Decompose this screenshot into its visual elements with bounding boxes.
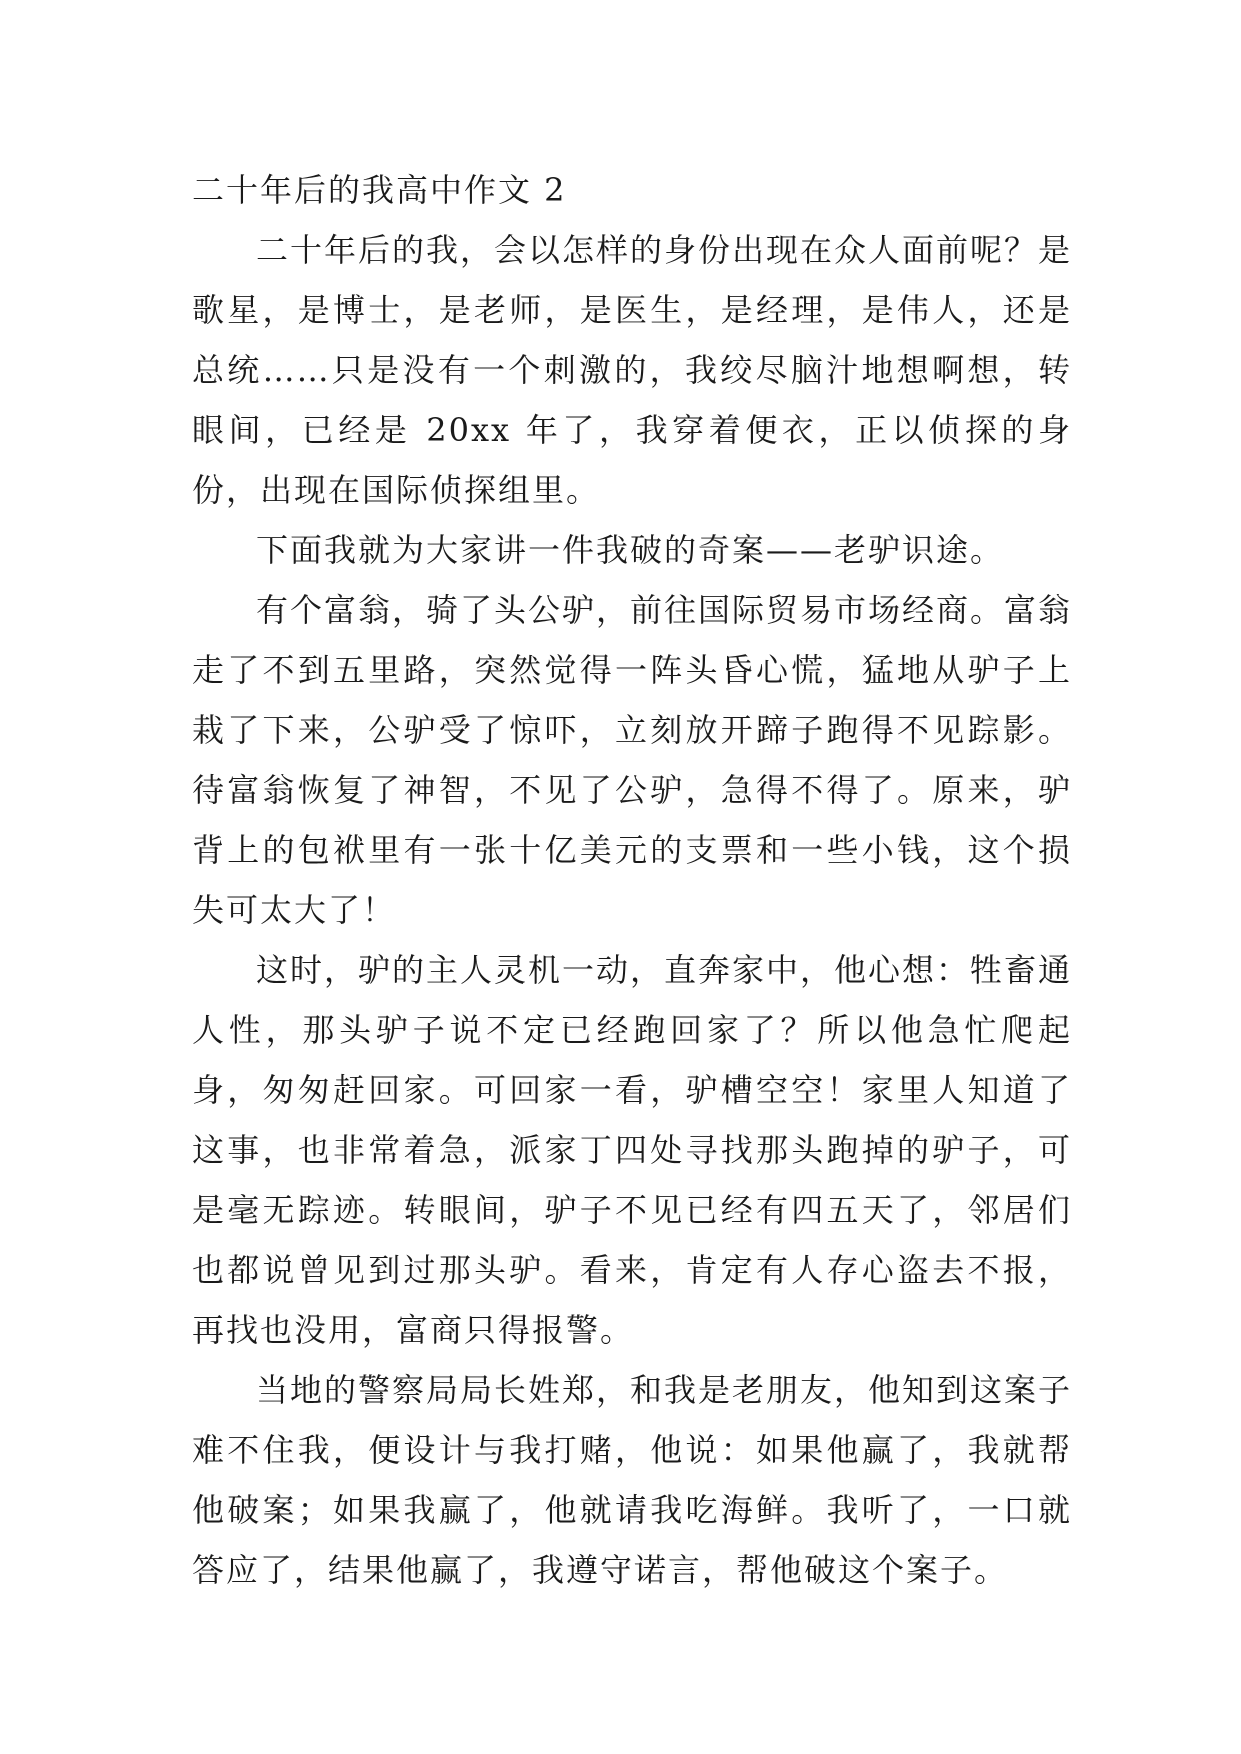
paragraph-3: 有个富翁，骑了头公驴，前往国际贸易市场经商。富翁走了不到五里路，突然觉得一阵头昏心慌，猛地从驴子上栽了下来，公驴受了惊吓，立刻放开蹄子跑得不见踪影。待富翁恢复了神智，不见了公驴，急得不得了。原来，驴背上的包袱里有一张十亿美元的支票和一些小钱，这个损失可太大了！ <box>192 591 1073 929</box>
paragraph-2: 下面我就为大家讲一件我破的奇案——老驴识途。 <box>256 531 1005 569</box>
document-title: 二十年后的我高中作文 2 <box>192 171 567 209</box>
paragraph-5: 当地的警察局局长姓郑，和我是老朋友，他知到这案子难不住我，便设计与我打赌，他说：如果他赢了，我就帮他破案；如果我赢了，他就请我吃海鲜。我听了，一口就答应了，结果他赢了，我遵守诺言，帮他破这个案子。 <box>192 1371 1073 1589</box>
paragraph-1: 二十年后的我，会以怎样的身份出现在众人面前呢？是歌星，是博士，是老师，是医生，是经理，是伟人，还是总统……只是没有一个刺激的，我绞尽脑汁地想啊想，转眼间，已经是 20xx 年了，我穿着便衣，正以侦探的身份，出现在国际侦探组里。 <box>192 231 1073 509</box>
document-body <box>192 160 1072 1600</box>
paragraph-4: 这时，驴的主人灵机一动，直奔家中，他心想：牲畜通人性，那头驴子说不定已经跑回家了？所以他急忙爬起身，匆匆赶回家。可回家一看，驴槽空空！家里人知道了这事，也非常着急，派家丁四处寻找那头跑掉的驴子，可是毫无踪迹。转眼间，驴子不见已经有四五天了，邻居们也都说曾见到过那头驴。看来，肯定有人存心盗去不报，再找也没用，富商只得报警。 <box>192 951 1073 1349</box>
